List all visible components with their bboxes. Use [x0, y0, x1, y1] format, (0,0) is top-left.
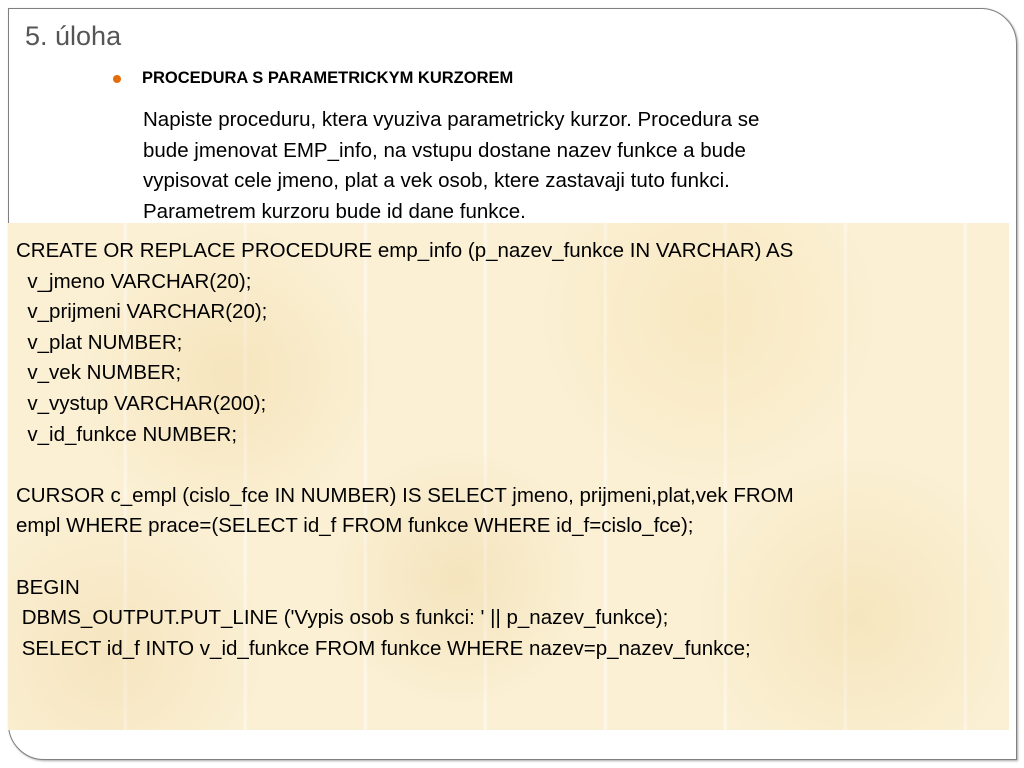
bullet-heading: PROCEDURA S PARAMETRICKYM KURZOREM [142, 69, 514, 87]
description-line: Napiste proceduru, ktera vyuziva parametricky kurzor. Procedura se [143, 108, 760, 131]
code-line: v_prijmeni VARCHAR(20); [16, 300, 268, 324]
code-line: CREATE OR REPLACE PROCEDURE emp_info (p_nazev_funkce IN VARCHAR) AS [16, 239, 794, 262]
code-line: v_jmeno VARCHAR(20); [16, 269, 252, 293]
description-line: Parametrem kurzoru bude id dane funkce. [143, 199, 526, 223]
code-block [16, 236, 794, 664]
code-line-blank [16, 450, 794, 481]
description-line: vypisovat cele jmeno, plat a vek osob, ktere zastavaji tuto funkci. [143, 169, 730, 192]
code-line: CURSOR c_empl (cislo_fce IN NUMBER) IS SELECT jmeno, prijmeni,plat,vek FROM [16, 483, 794, 507]
code-line: SELECT id_f INTO v_id_funkce FROM funkce WHERE nazev=p_nazev_funkce; [16, 636, 751, 660]
code-line: DBMS_OUTPUT.PUT_LINE ('Vypis osob s funkci: ' || p_nazev_funkce); [16, 606, 669, 630]
code-line: v_vek NUMBER; [16, 361, 182, 385]
bullet-dot-icon [113, 75, 121, 83]
code-line-blank [16, 542, 794, 573]
code-line: BEGIN [16, 575, 80, 599]
code-line: v_plat NUMBER; [16, 330, 183, 354]
slide-title: 5. úloha [25, 21, 122, 51]
description-line: bude jmenovat EMP_info, na vstupu dostane nazev funkce a bude [143, 138, 746, 162]
bullet-item [113, 69, 513, 88]
code-line: v_id_funkce NUMBER; [16, 422, 238, 446]
code-line: v_vystup VARCHAR(200); [16, 391, 267, 415]
code-line: empl WHERE prace=(SELECT id_f FROM funkce WHERE id_f=cislo_fce); [16, 514, 694, 538]
task-description [143, 105, 943, 227]
